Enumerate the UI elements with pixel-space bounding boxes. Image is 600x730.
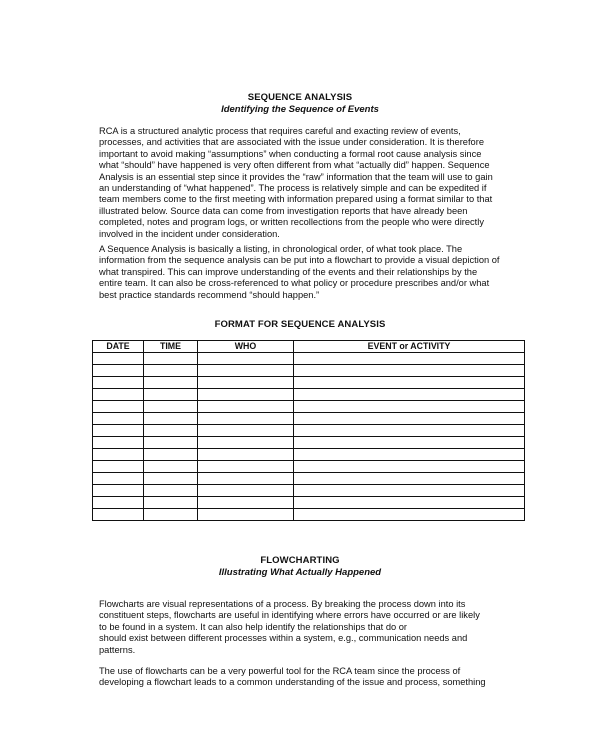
paragraph-line: The use of flowcharts can be a very powerful tool for the RCA team since the process of xyxy=(99,666,461,676)
table-header-row xyxy=(93,341,525,353)
table-cell xyxy=(198,437,294,449)
table-cell xyxy=(198,365,294,377)
table-row xyxy=(93,413,525,425)
table-cell xyxy=(93,389,144,401)
sequence-analysis-paragraph-1 xyxy=(99,126,519,240)
table-cell xyxy=(144,497,198,509)
table-cell xyxy=(93,485,144,497)
table-cell xyxy=(144,449,198,461)
format-title: FORMAT FOR SEQUENCE ANALYSIS xyxy=(214,319,386,330)
table-cell xyxy=(144,425,198,437)
table-row xyxy=(93,353,525,365)
table-cell xyxy=(198,449,294,461)
table-cell xyxy=(93,437,144,449)
table-cell xyxy=(93,449,144,461)
paragraph-line: what “should” have happened is very often different from what “actually did” happen. Sequence xyxy=(99,160,490,171)
table-row xyxy=(93,473,525,485)
table-cell xyxy=(294,425,525,437)
table-row xyxy=(93,509,525,521)
paragraph-line: Flowcharts are visual representations of a process. By breaking the process down into its xyxy=(99,599,466,609)
table-cell xyxy=(294,485,525,497)
table-cell xyxy=(93,473,144,485)
table-cell xyxy=(93,413,144,425)
sequence-analysis-subtitle: Identifying the Sequence of Events xyxy=(221,104,379,115)
paragraph-line: A Sequence Analysis is basically a listing, in chronological order, of what took place. The xyxy=(99,244,463,254)
paragraph-line: to be found in a system. It can also help identify the relationships that do or xyxy=(99,621,408,632)
flowcharting-paragraph-2 xyxy=(99,666,519,689)
table-cell xyxy=(198,461,294,473)
table-row xyxy=(93,365,525,377)
column-header-time: TIME xyxy=(144,341,198,353)
paragraph-line: important to avoid making “assumptions” when conducting a formal root cause analysis since xyxy=(99,148,482,159)
table-row xyxy=(93,449,525,461)
table-cell xyxy=(198,485,294,497)
table-cell xyxy=(294,437,525,449)
paragraph-line: completed, notes and program logs, or written recollections from the people who were directly xyxy=(99,217,484,228)
paragraph-line: best practice standards recommend “should happen.” xyxy=(99,289,320,300)
sequence-analysis-paragraph-2 xyxy=(99,244,519,301)
table-cell xyxy=(294,473,525,485)
table-row xyxy=(93,389,525,401)
paragraph-line: developing a flowchart leads to a common understanding of the issue and process, something xyxy=(99,677,486,688)
table-cell xyxy=(93,509,144,521)
column-header-event: EVENT or ACTIVITY xyxy=(294,341,525,353)
table-cell xyxy=(198,389,294,401)
table-cell xyxy=(198,413,294,425)
paragraph-line: patterns. xyxy=(99,644,136,655)
table-row xyxy=(93,437,525,449)
table-cell xyxy=(294,509,525,521)
table-cell xyxy=(198,497,294,509)
table-row xyxy=(93,497,525,509)
table-cell xyxy=(198,353,294,365)
flowcharting-subtitle: Illustrating What Actually Happened xyxy=(218,567,382,578)
paragraph-line: an understanding of “what happened”. The process is relatively simple and can be expedited if xyxy=(99,183,487,194)
column-header-who: WHO xyxy=(198,341,294,353)
table-cell xyxy=(198,401,294,413)
paragraph-line: RCA is a structured analytic process that requires careful and exacting review of events, xyxy=(99,126,461,136)
table-cell xyxy=(144,389,198,401)
table-cell xyxy=(144,437,198,449)
table-cell xyxy=(294,497,525,509)
table-cell xyxy=(294,377,525,389)
flowcharting-paragraph-1 xyxy=(99,599,519,656)
paragraph-line: processes, and activities that are associated with the issue under consideration. It is therefore xyxy=(99,137,484,148)
table-cell xyxy=(144,413,198,425)
table-cell xyxy=(294,389,525,401)
table-cell xyxy=(93,377,144,389)
table-cell xyxy=(294,353,525,365)
table-cell xyxy=(294,449,525,461)
paragraph-line: involved in the incident under consideration. xyxy=(99,228,280,239)
table-cell xyxy=(93,461,144,473)
table-row xyxy=(93,377,525,389)
paragraph-line: entire team. It can also be cross-referenced to what policy or procedure prescribes and/or what xyxy=(99,278,490,289)
table-cell xyxy=(198,377,294,389)
sequence-analysis-table xyxy=(92,340,525,521)
paragraph-line: illustrated below. Source data can come from investigation reports that have already been xyxy=(99,205,468,216)
paragraph-line: constituent steps, flowcharts are useful in identifying where errors have occurred or are likely xyxy=(99,610,480,621)
table-row xyxy=(93,425,525,437)
table-row xyxy=(93,461,525,473)
table-row xyxy=(93,485,525,497)
table-cell xyxy=(198,509,294,521)
table-cell xyxy=(294,413,525,425)
table-cell xyxy=(144,401,198,413)
table-cell xyxy=(294,401,525,413)
table-cell xyxy=(198,425,294,437)
column-header-date: DATE xyxy=(93,341,144,353)
paragraph-line: team members come to the first meeting with information prepared using a format similar to that xyxy=(99,194,493,205)
flowcharting-title: FLOWCHARTING xyxy=(260,555,340,566)
sequence-analysis-title: SEQUENCE ANALYSIS xyxy=(247,92,353,103)
table-cell xyxy=(144,473,198,485)
table-cell xyxy=(93,365,144,377)
table-cell xyxy=(93,425,144,437)
table-cell xyxy=(93,353,144,365)
table-cell xyxy=(294,365,525,377)
table-cell xyxy=(144,365,198,377)
table-cell xyxy=(144,485,198,497)
paragraph-line: what transpired. This can improve understanding of the events and their relationships by the xyxy=(99,266,478,277)
table-cell xyxy=(144,377,198,389)
table-cell xyxy=(294,461,525,473)
table-cell xyxy=(93,401,144,413)
paragraph-line: should exist between different processes within a system, e.g., communication needs and xyxy=(99,633,468,644)
table-cell xyxy=(144,509,198,521)
paragraph-line: information from the sequence analysis can be put into a flowchart to provide a visual depiction of xyxy=(99,255,500,266)
paragraph-line: Analysis is an essential step since it provides the “raw” information that the team will use to gain xyxy=(99,171,493,182)
table-cell xyxy=(144,461,198,473)
table-cell xyxy=(144,353,198,365)
table-cell xyxy=(93,497,144,509)
table-cell xyxy=(198,473,294,485)
table-row xyxy=(93,401,525,413)
